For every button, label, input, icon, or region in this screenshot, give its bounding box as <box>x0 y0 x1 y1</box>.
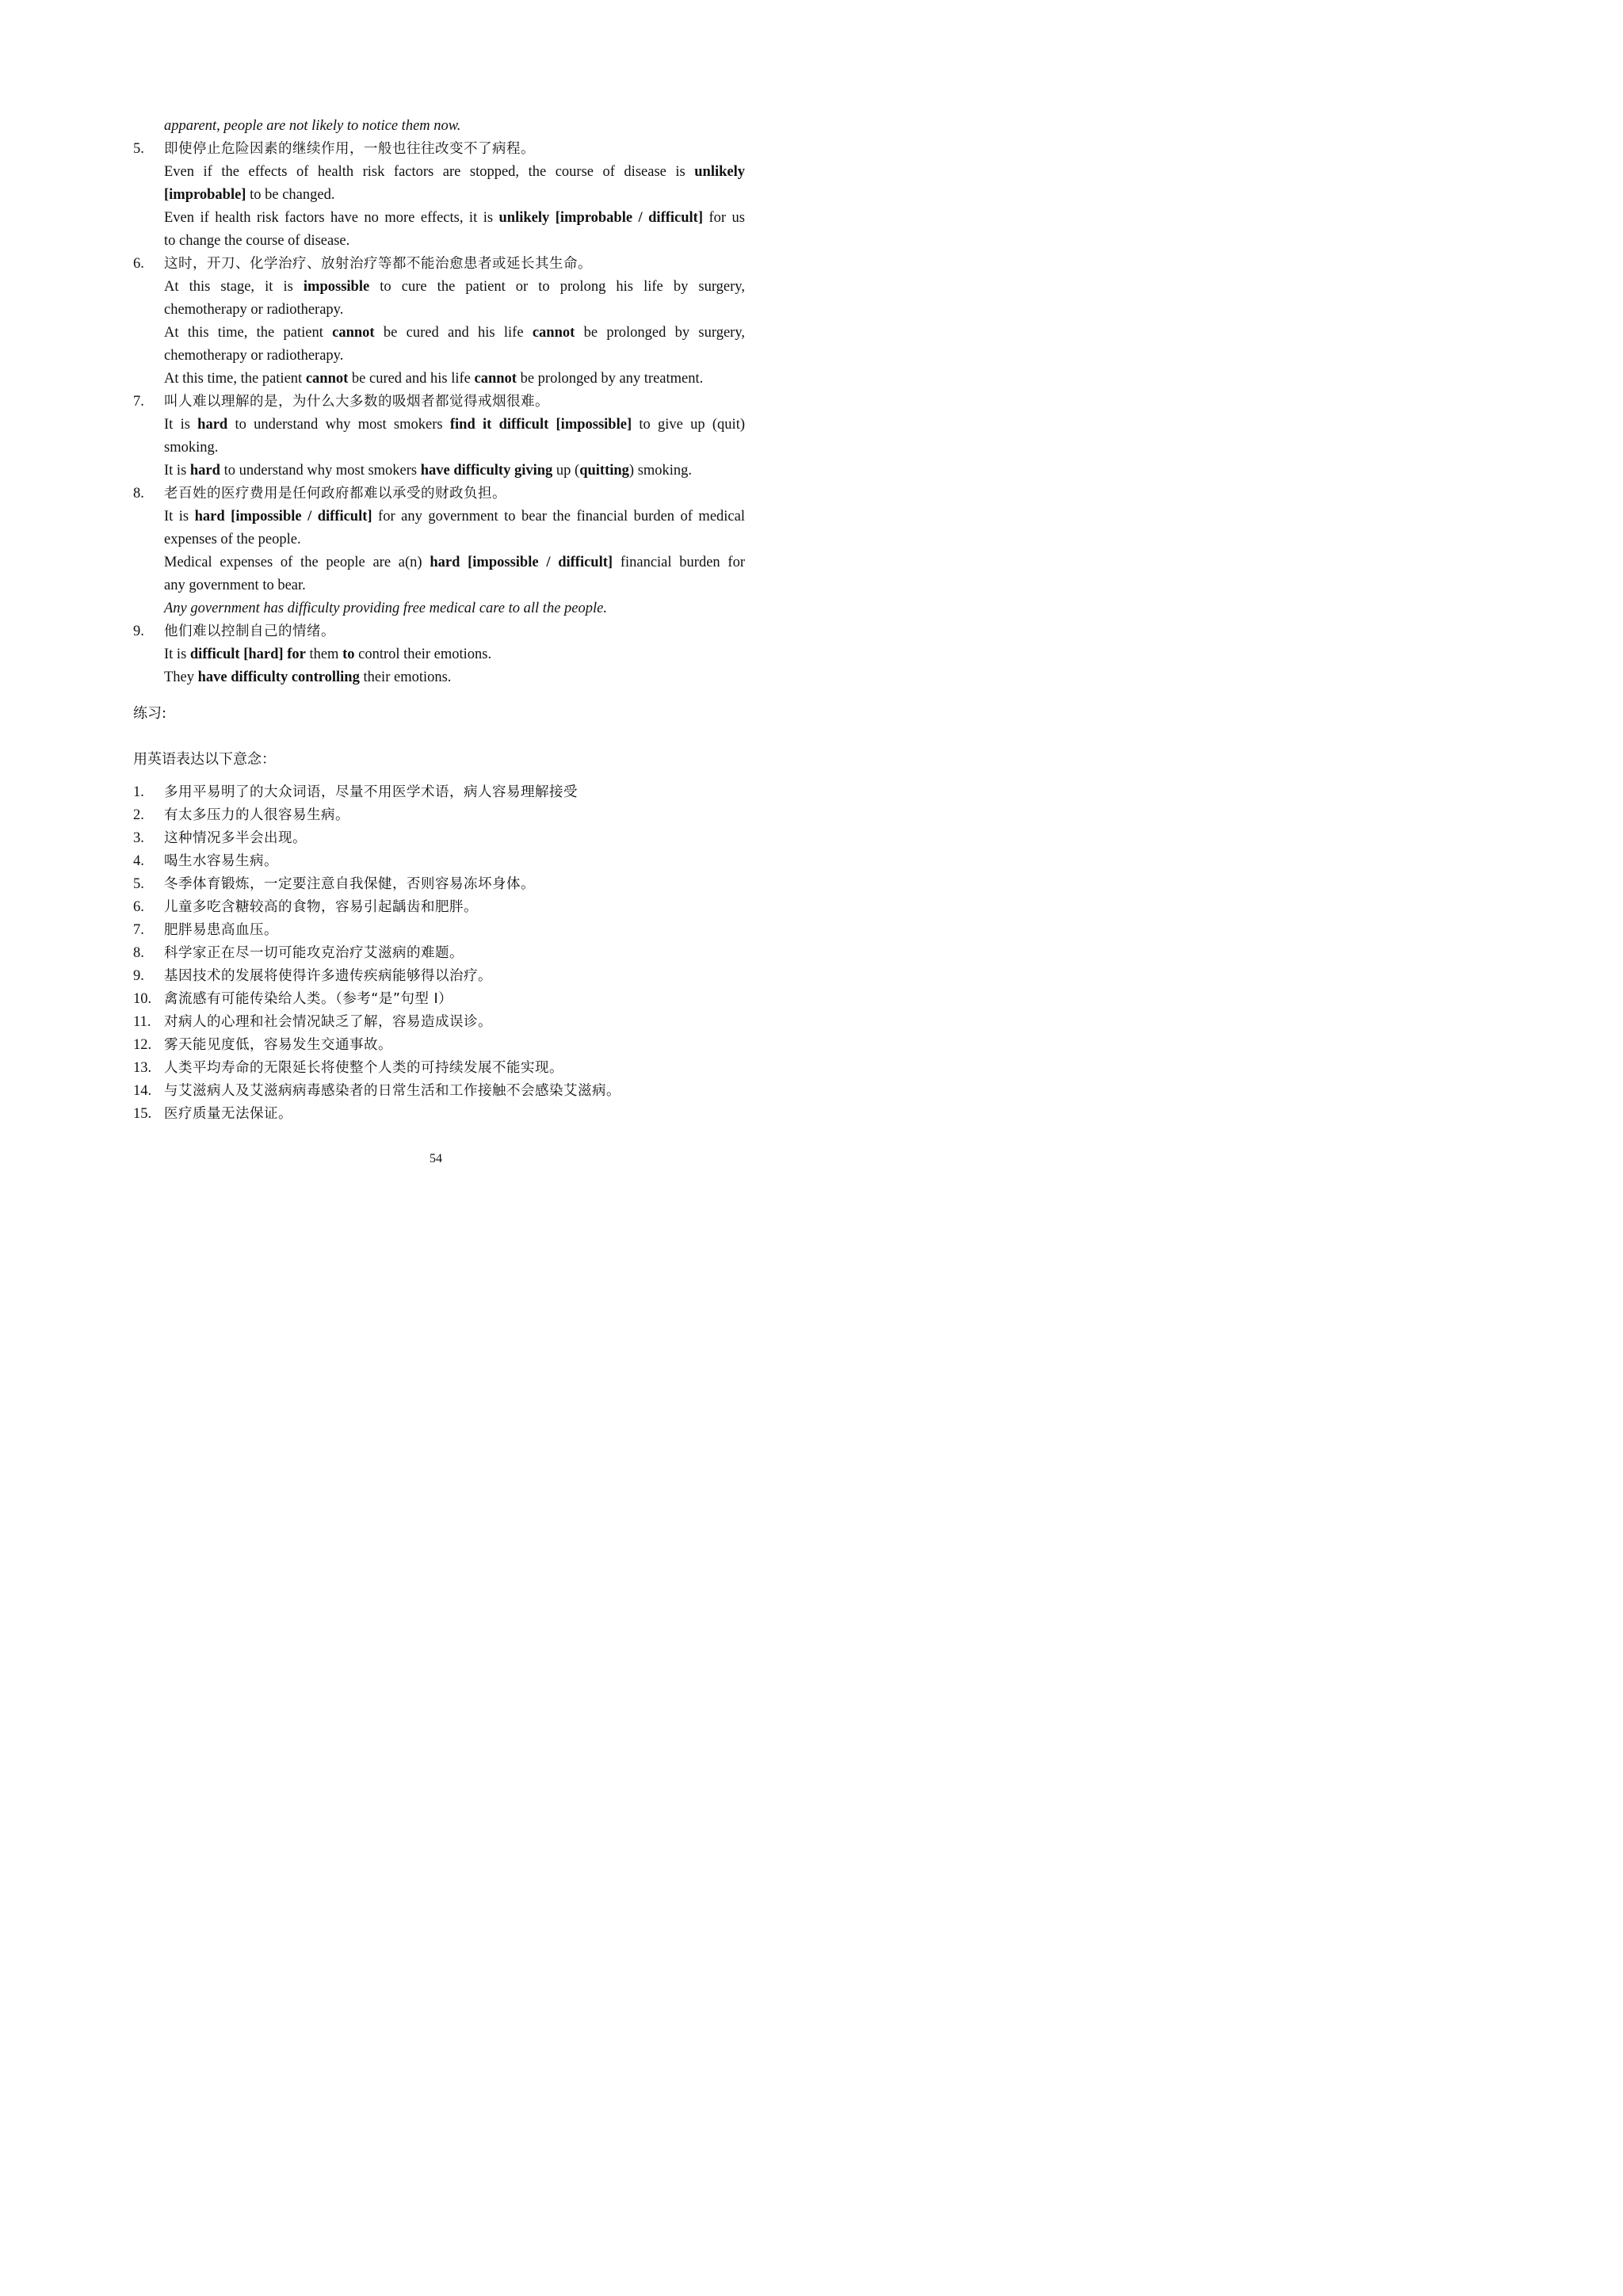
exercise-text: 这种情况多半会出现。 <box>164 830 307 846</box>
bold-phrase: hard <box>189 463 220 479</box>
english-translation-line <box>164 551 745 574</box>
text-segment: to change the course of disease. <box>164 233 350 249</box>
text-segment: to understand why most smokers <box>227 417 450 433</box>
text-segment: ) smoking. <box>628 463 693 479</box>
exercise-text: 医疗质量无法保证。 <box>164 1106 292 1122</box>
text-segment: be cured and his life <box>374 325 533 341</box>
exercise-number: 7. <box>133 922 144 938</box>
exercise-text: 对病人的心理和社会情况缺乏了解，容易造成误诊。 <box>164 1014 492 1030</box>
chinese-sentence: 即使停止危险因素的继续作用，一般也往往改变不了病程。 <box>164 141 535 157</box>
text-segment: It is <box>164 417 198 433</box>
english-translation-line <box>164 574 745 597</box>
exercise-text: 有太多压力的人很容易生病。 <box>164 807 349 823</box>
text-segment: At this time, the patient <box>164 325 333 341</box>
exercise-number: 10. <box>133 991 152 1007</box>
exercise-number: 14. <box>133 1083 152 1099</box>
bold-phrase: cannot <box>332 325 375 341</box>
text-segment: At this time, the patient <box>164 371 306 387</box>
text-segment: smoking. <box>164 440 219 456</box>
chinese-sentence: 他们难以控制自己的情绪。 <box>164 624 335 639</box>
text-segment: At this stage, it is <box>164 279 304 295</box>
english-translation-line <box>164 460 745 482</box>
text-segment: for any government to bear the financial burden of medical <box>372 509 745 524</box>
english-translation-line <box>164 207 745 230</box>
exercise-text: 多用平易明了的大众词语，尽量不用医学术语，病人容易理解接受 <box>164 784 578 800</box>
chinese-sentence: 叫人难以理解的是，为什么大多数的吸烟者都觉得戒烟很难。 <box>164 394 549 410</box>
bold-phrase: cannot <box>305 371 349 387</box>
bold-phrase: have difficulty controlling <box>197 669 360 685</box>
item-number: 8. <box>133 486 144 502</box>
text-segment: It is <box>164 646 190 662</box>
exercise-text: 与艾滋病人及艾滋病病毒感染者的日常生活和工作接触不会感染艾滋病。 <box>164 1083 621 1099</box>
bold-phrase: difficult [hard] for <box>189 646 306 662</box>
exercise-text: 基因技术的发展将使得许多遗传疾病能够得以治疗。 <box>164 968 492 984</box>
continued-line: apparent, people are not likely to notice them now. <box>164 118 461 134</box>
text-segment: to give up (quit) <box>632 417 746 433</box>
english-translation-line <box>164 414 745 437</box>
bold-phrase: impossible <box>303 279 370 295</box>
bold-phrase: unlikely [improbable / difficult] <box>498 210 703 226</box>
text-segment: any government to bear. <box>164 578 306 593</box>
english-translation-line <box>164 322 745 345</box>
exercise-text: 喝生水容易生病。 <box>164 853 278 869</box>
document-page <box>0 0 872 1233</box>
exercise-text: 儿童多吃含糖较高的食物，容易引起龋齿和肥胖。 <box>164 899 478 915</box>
english-translation-line <box>164 643 745 666</box>
item-number: 6. <box>133 256 144 272</box>
exercise-number: 9. <box>133 968 144 984</box>
item-number: 9. <box>133 624 144 639</box>
exercise-text: 肥胖易患高血压。 <box>164 922 278 938</box>
practice-heading: 练习: <box>133 705 167 722</box>
english-translation-line <box>164 276 745 299</box>
text-segment: Even if the effects of health risk factors are stopped, the course of disease is <box>164 164 695 180</box>
exercise-number: 6. <box>133 899 144 915</box>
bold-phrase: unlikely <box>694 164 745 180</box>
exercise-number: 4. <box>133 853 144 869</box>
bold-phrase: hard [impossible / difficult] <box>194 509 372 524</box>
exercise-number: 13. <box>133 1060 152 1076</box>
bold-phrase: [improbable] <box>164 187 246 203</box>
text-segment: It is <box>164 509 195 524</box>
bold-phrase: to <box>342 646 355 662</box>
text-segment: Even if health risk factors have no more effects, it is <box>164 210 499 226</box>
text-segment: financial burden for <box>613 555 745 570</box>
exercise-text: 科学家正在尽一切可能攻克治疗艾滋病的难题。 <box>164 945 464 961</box>
english-translation-line <box>164 368 745 391</box>
text-segment: chemotherapy or radiotherapy. <box>164 302 344 318</box>
text-segment: for us <box>703 210 745 226</box>
text-segment: be prolonged by any treatment. <box>516 371 704 387</box>
text-segment: to understand why most smokers <box>220 463 421 479</box>
exercise-number: 11. <box>133 1014 151 1030</box>
exercise-number: 15. <box>133 1106 152 1122</box>
english-translation-line <box>164 437 745 460</box>
english-translation-line <box>164 345 745 368</box>
exercise-text: 冬季体育锻炼，一定要注意自我保健，否则容易冻坏身体。 <box>164 876 535 892</box>
exercise-text: 人类平均寿命的无限延长将使整个人类的可持续发展不能实现。 <box>164 1060 563 1076</box>
bold-phrase: quitting <box>579 463 629 479</box>
item-number: 7. <box>133 394 144 410</box>
bold-phrase: hard [impossible / difficult] <box>430 555 613 570</box>
english-translation-line <box>164 528 745 551</box>
page-number: 54 <box>430 1152 442 1165</box>
exercise-number: 2. <box>133 807 144 823</box>
exercise-number: 1. <box>133 784 144 800</box>
english-translation-line <box>164 184 745 207</box>
english-translation-line <box>164 505 745 528</box>
exercise-number: 12. <box>133 1037 152 1053</box>
text-segment: control their emotions. <box>354 646 492 662</box>
bold-phrase: have difficulty giving <box>420 463 553 479</box>
text-segment: They <box>164 669 198 685</box>
text-segment: It is <box>164 463 190 479</box>
exercise-number: 3. <box>133 830 144 846</box>
text-segment: Medical expenses of the people are a(n) <box>164 555 430 570</box>
bold-phrase: hard <box>197 417 228 433</box>
bold-phrase: find it difficult [impossible] <box>449 417 632 433</box>
exercise-number: 8. <box>133 945 144 961</box>
text-segment: to cure the patient or to prolong his life by surgery, <box>369 279 745 295</box>
bold-phrase: cannot <box>474 371 517 387</box>
text-segment: their emotions. <box>359 669 452 685</box>
chinese-sentence: 这时，开刀、化学治疗、放射治疗等都不能治愈患者或延长其生命。 <box>164 256 592 272</box>
text-segment: chemotherapy or radiotherapy. <box>164 348 344 364</box>
text-segment: be prolonged by surgery, <box>575 325 746 341</box>
chinese-sentence: 老百姓的医疗费用是任何政府都难以承受的财政负担。 <box>164 486 506 502</box>
text-segment: expenses of the people. <box>164 532 301 547</box>
text-segment: be cured and his life <box>348 371 475 387</box>
english-translation-line <box>164 666 745 689</box>
exercise-number: 5. <box>133 876 144 892</box>
exercise-text: 禽流感有可能传染给人类。（参考“是”句型 I） <box>164 991 453 1007</box>
english-translation-line <box>164 299 745 322</box>
text-segment: up ( <box>552 463 580 479</box>
bold-phrase: cannot <box>532 325 575 341</box>
text-segment: them <box>305 646 343 662</box>
exercise-text: 雾天能见度低，容易发生交通事故。 <box>164 1037 392 1053</box>
text-segment: to be changed. <box>246 187 335 203</box>
english-translation-line <box>164 161 745 184</box>
item-number: 5. <box>133 141 144 157</box>
text-segment: Any government has difficulty providing free medical care to all the people. <box>164 601 607 616</box>
english-translation-line <box>164 597 745 620</box>
english-translation-line <box>164 230 745 253</box>
exercise-heading: 用英语表达以下意念： <box>133 751 276 768</box>
